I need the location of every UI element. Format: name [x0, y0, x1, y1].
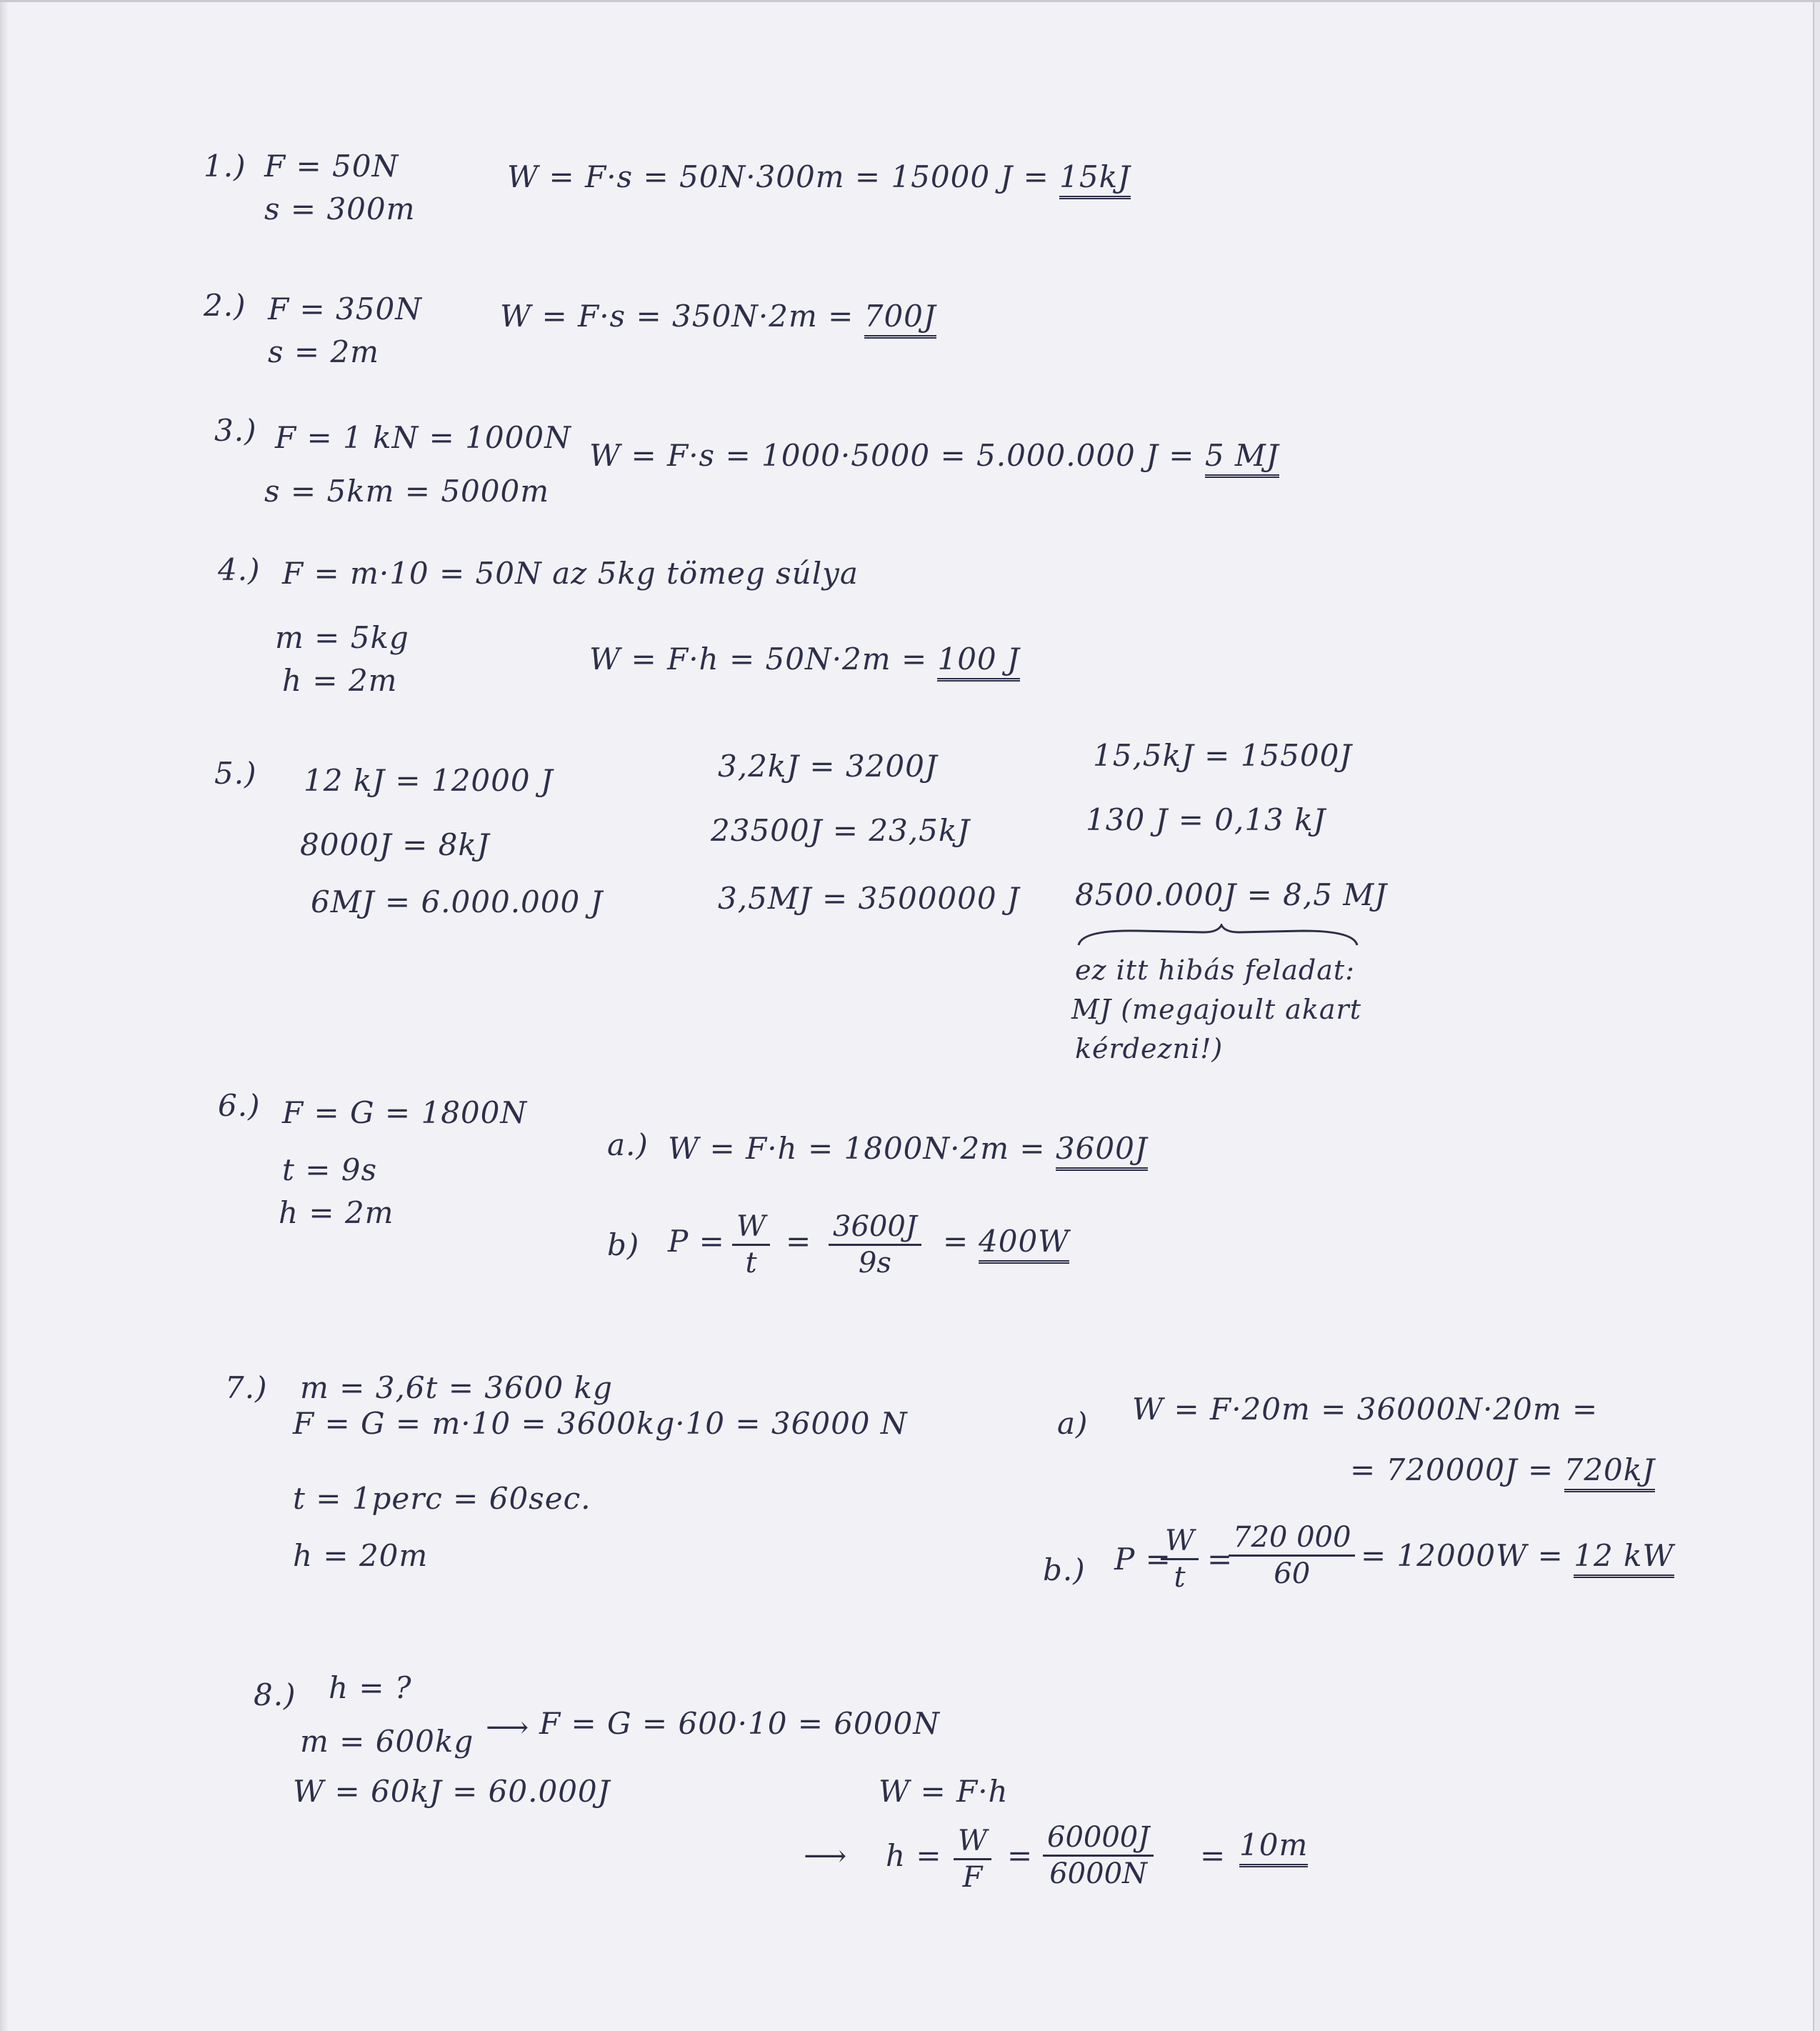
- denominator: 6000N: [1049, 1857, 1148, 1890]
- calculation: [668, 1131, 1148, 1167]
- given-line: F = G = m·10 = 3600kg·10 = 36000 N: [293, 1406, 908, 1441]
- given-line: F = G = 1800N: [282, 1095, 528, 1130]
- given-line: m = 3,6t = 3600 kg: [300, 1370, 613, 1405]
- calculation: [1350, 1452, 1655, 1488]
- numerator: 720 000: [1229, 1520, 1355, 1557]
- numerator: 60000J: [1043, 1820, 1154, 1857]
- formula-lhs: P =: [1114, 1542, 1171, 1577]
- calc-text: W = F·s = 350N·2m =: [500, 299, 864, 334]
- numerator: 3600J: [829, 1209, 921, 1246]
- problem-number: 4.): [218, 552, 261, 587]
- problem-number: 7.): [225, 1370, 268, 1405]
- result-wrap: [1239, 1827, 1308, 1863]
- problem-number: 5.): [214, 756, 257, 791]
- conversion: 12 kJ = 12000 J: [304, 763, 554, 798]
- given-line: t = 1perc = 60sec.: [293, 1481, 591, 1516]
- formula-lhs: h =: [886, 1838, 942, 1873]
- annotation-line: MJ (megajoult akart: [1071, 994, 1361, 1025]
- conversion: 23500J = 23,5kJ: [711, 813, 971, 848]
- numerator: W: [954, 1824, 991, 1860]
- conversion: 8000J = 8kJ: [300, 827, 490, 862]
- given-line: t = 9s: [282, 1152, 378, 1187]
- formula-lhs: P =: [668, 1224, 725, 1259]
- equals-sign: =: [786, 1224, 812, 1259]
- fraction: [829, 1209, 921, 1280]
- denominator: 9s: [858, 1247, 891, 1279]
- fraction: [1043, 1820, 1154, 1891]
- denominator: t: [1174, 1561, 1186, 1594]
- scan-edge-right: [1813, 2, 1820, 2031]
- result: 3600J: [1056, 1131, 1148, 1171]
- fraction: [954, 1824, 991, 1895]
- scan-shadow-left: [0, 2, 9, 2031]
- annotation-line: ez itt hibás feladat:: [1075, 954, 1355, 986]
- calculation: W = F·20m = 36000N·20m =: [1132, 1392, 1599, 1427]
- conversion: 15,5kJ = 15500J: [1093, 738, 1353, 773]
- fraction: [1229, 1520, 1355, 1591]
- calculation: [1361, 1538, 1674, 1574]
- equals-sign: =: [1200, 1838, 1226, 1873]
- denominator: t: [745, 1247, 757, 1279]
- problem-number: 2.): [204, 288, 246, 323]
- equals-sign: =: [1207, 1542, 1234, 1577]
- calc-text: W = F·h = 1800N·2m =: [668, 1131, 1056, 1166]
- given-line: h = 20m: [293, 1538, 429, 1573]
- result: 720kJ: [1564, 1452, 1655, 1492]
- given-line: F = m·10 = 50N az 5kg tömeg súlya: [282, 556, 859, 591]
- given-line: s = 300m: [264, 191, 416, 226]
- result: 400W: [979, 1224, 1069, 1264]
- numerator: W: [732, 1209, 770, 1246]
- calculation: [500, 299, 936, 334]
- given-line: m = 600kg: [300, 1724, 474, 1759]
- calc-text: W = F·h = 50N·2m =: [589, 642, 938, 677]
- calc-text: W = F·s = 1000·5000 = 5.000.000 J =: [589, 438, 1205, 473]
- denominator: F: [962, 1861, 983, 1894]
- result: 5 MJ: [1205, 438, 1279, 478]
- arrow-right-icon: ⟶: [804, 1838, 848, 1873]
- result: 100 J: [937, 642, 1019, 682]
- given-line: s = 2m: [268, 334, 379, 369]
- conversion: 8500.000J = 8,5 MJ: [1075, 877, 1388, 912]
- calculation: [589, 642, 1020, 677]
- calculation: [507, 159, 1131, 195]
- conversion: 3,2kJ = 3200J: [718, 749, 938, 784]
- given-line: h = 2m: [282, 663, 398, 698]
- part-label: b.): [1043, 1552, 1086, 1587]
- problem-number: 8.): [254, 1677, 296, 1712]
- unknown: h = ?: [329, 1670, 412, 1705]
- given-line: m = 5kg: [275, 620, 409, 655]
- problem-number: 1.): [204, 149, 246, 184]
- calc-text: = 720000J =: [1350, 1452, 1564, 1487]
- derived-force: F = G = 600·10 = 6000N: [539, 1706, 940, 1741]
- denominator: 60: [1274, 1557, 1311, 1590]
- formula: W = F·h: [879, 1774, 1009, 1809]
- result: 12 kW: [1574, 1538, 1674, 1578]
- given-line: F = 350N: [268, 291, 422, 326]
- problem-number: 3.): [214, 413, 257, 448]
- conversion: 130 J = 0,13 kJ: [1086, 802, 1326, 837]
- result: 700J: [864, 299, 936, 339]
- result-wrap: [979, 1224, 1069, 1259]
- given-line: h = 2m: [279, 1195, 394, 1230]
- given-line: F = 1 kN = 1000N: [275, 420, 571, 455]
- given-line: W = 60kJ = 60.000J: [293, 1774, 611, 1809]
- part-label: a): [1057, 1406, 1089, 1441]
- conversion: 3,5MJ = 3500000 J: [718, 881, 1020, 916]
- arrow-right-icon: ⟶: [486, 1710, 530, 1745]
- given-line: s = 5km = 5000m: [264, 474, 550, 509]
- part-label: b): [607, 1227, 640, 1262]
- equals-sign: =: [1007, 1838, 1034, 1873]
- calc-text: W = F·s = 50N·300m = 15000 J =: [507, 159, 1060, 194]
- equals-sign: =: [943, 1224, 969, 1259]
- calculation: [589, 438, 1279, 474]
- given-line: F = 50N: [264, 149, 399, 184]
- fraction: [732, 1209, 770, 1280]
- annotation-line: kérdezni!): [1075, 1033, 1224, 1064]
- problem-number: 6.): [218, 1088, 261, 1123]
- result: 10m: [1239, 1827, 1308, 1867]
- underbrace: [1075, 924, 1361, 952]
- fraction: [1161, 1524, 1199, 1595]
- result: 15kJ: [1059, 159, 1131, 199]
- calc-text: = 12000W =: [1361, 1538, 1574, 1573]
- conversion: 6MJ = 6.000.000 J: [311, 884, 604, 919]
- numerator: W: [1161, 1524, 1199, 1560]
- part-label: a.): [607, 1127, 649, 1162]
